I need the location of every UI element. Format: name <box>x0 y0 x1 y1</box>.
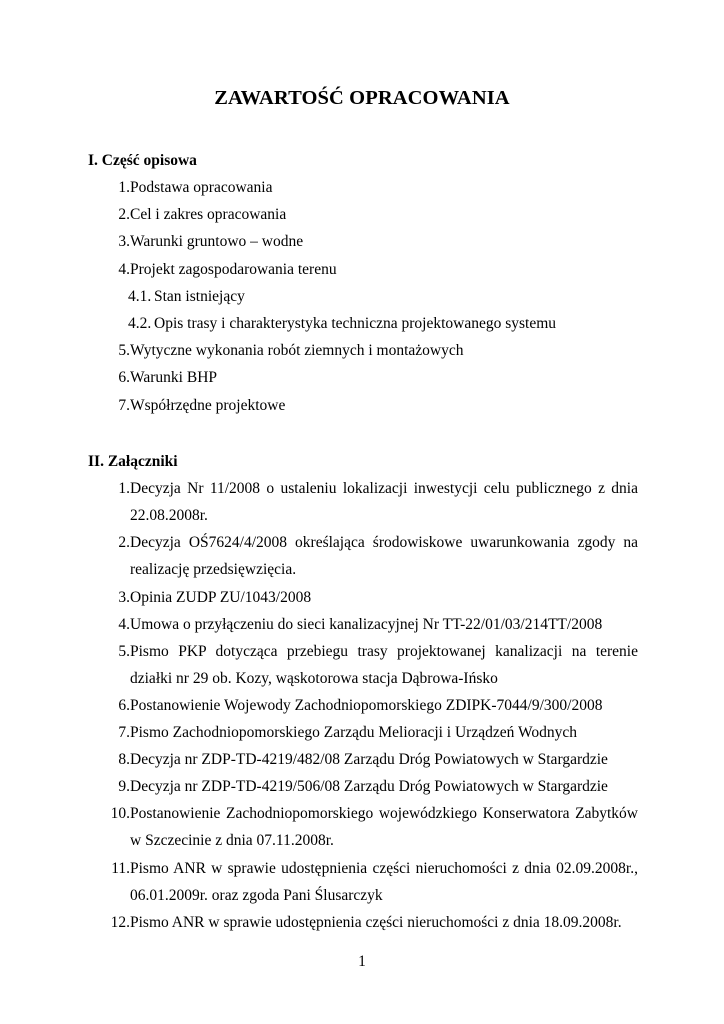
list-item <box>104 392 638 419</box>
list-item-number: 7. <box>118 397 130 414</box>
list-item-text: Pismo Zachodniopomorskiego Zarządu Melioracji i Urządzeń Wodnych <box>130 724 577 741</box>
list-item-text: Decyzja OŚ7624/4/2008 określająca środowiskowe uwarunkowania zgody na realizację przedsięwzięcia. <box>130 534 638 578</box>
list-item-text: Postanowienie Zachodniopomorskiego wojewódzkiego Konserwatora Zabytków w Szczecinie z dnia 07.11.2008r. <box>130 805 638 849</box>
sub-list-item <box>128 283 245 310</box>
list-item <box>104 719 638 746</box>
list-item-number: 5. <box>118 342 130 359</box>
page-title: ZAWARTOŚĆ OPRACOWANIA <box>214 87 510 109</box>
list-item-text: Projekt zagospodarowania terenu <box>130 261 337 278</box>
list-item-number: 1. <box>118 480 130 497</box>
list-item-text: Postanowienie Wojewody Zachodniopomorskiego ZDIPK-7044/9/300/2008 <box>130 697 603 714</box>
list-item-text: Podstawa opracowania <box>130 179 273 196</box>
list-item <box>104 692 638 719</box>
list-item <box>104 256 638 283</box>
section-heading-zalaczniki: II. Załączniki <box>88 453 178 470</box>
list-item-number: 12. <box>110 914 130 931</box>
list-item-number: 2. <box>118 206 130 223</box>
sub-list-item-text: Stan istniejący <box>154 288 245 305</box>
sub-list-item <box>128 310 556 337</box>
list-item <box>104 800 638 854</box>
list-item-text: Pismo ANR w sprawie udostępnienia części nieruchomości z dnia 18.09.2008r. <box>130 914 622 931</box>
list-item <box>104 174 638 201</box>
list-item <box>104 746 638 773</box>
list-item-text: Cel i zakres opracowania <box>130 206 287 223</box>
list-item-number: 10. <box>110 805 130 822</box>
sub-list-item-number: 4.1. <box>128 288 152 305</box>
list-item-text: Warunki BHP <box>130 369 218 386</box>
list-item-text: Wytyczne wykonania robót ziemnych i montażowych <box>130 342 464 359</box>
list-item-number: 7. <box>118 724 130 741</box>
sub-list-item-text: Opis trasy i charakterystyka techniczna projektowanego systemu <box>154 315 557 332</box>
list-item-number: 8. <box>118 751 130 768</box>
list-item-number: 4. <box>118 616 130 633</box>
list-item <box>104 364 638 391</box>
list-item-text: Pismo PKP dotycząca przebiegu trasy projektowanej kanalizacji na terenie działki nr 29 ob. Kozy, wąskotorowa stacja Dąbrowa-Ińsko <box>130 643 638 687</box>
list-item-text: Decyzja nr ZDP-TD-4219/506/08 Zarządu Dróg Powiatowych w Stargardzie <box>130 778 608 795</box>
page-number: 1 <box>358 953 366 970</box>
list-item-number: 5. <box>118 643 130 660</box>
list-item <box>104 855 638 909</box>
list-item-text: Pismo ANR w sprawie udostępnienia części nieruchomości z dnia 02.09.2008r., 06.01.2009r. oraz zgoda Pani Ślusarczyk <box>130 860 638 904</box>
list-item-text: Opinia ZUDP ZU/1043/2008 <box>130 589 312 606</box>
list-item-text: Współrzędne projektowe <box>130 397 286 414</box>
list-item-number: 3. <box>118 589 130 606</box>
list-item-number: 1. <box>118 179 130 196</box>
list-item-text: Warunki gruntowo – wodne <box>130 233 304 250</box>
list-item <box>104 337 638 364</box>
list-item <box>104 638 638 692</box>
list-item-number: 4. <box>118 261 130 278</box>
list-item-number: 2. <box>118 534 130 551</box>
list-item <box>104 475 638 529</box>
list-item <box>104 201 638 228</box>
list-item-text: Decyzja Nr 11/2008 o ustaleniu lokalizacji inwestycji celu publicznego z dnia 22.08.2008r. <box>130 480 638 524</box>
list-item-number: 6. <box>118 697 130 714</box>
list-item-number: 3. <box>118 233 130 250</box>
list-item-number: 9. <box>118 778 130 795</box>
list-item-text: Decyzja nr ZDP-TD-4219/482/08 Zarządu Dróg Powiatowych w Stargardzie <box>130 751 608 768</box>
list-item-number: 11. <box>111 860 130 877</box>
list-item <box>104 584 638 611</box>
list-item <box>104 529 638 583</box>
list-item <box>104 773 638 800</box>
section-heading-opisowa: I. Część opisowa <box>88 152 197 169</box>
list-item-text: Umowa o przyłączeniu do sieci kanalizacyjnej Nr TT-22/01/03/214TT/2008 <box>130 616 603 633</box>
list-item <box>104 228 638 255</box>
sub-list-item-number: 4.2. <box>128 315 152 332</box>
list-item <box>104 611 638 638</box>
list-item-number: 6. <box>118 369 130 386</box>
list-item <box>104 909 638 936</box>
